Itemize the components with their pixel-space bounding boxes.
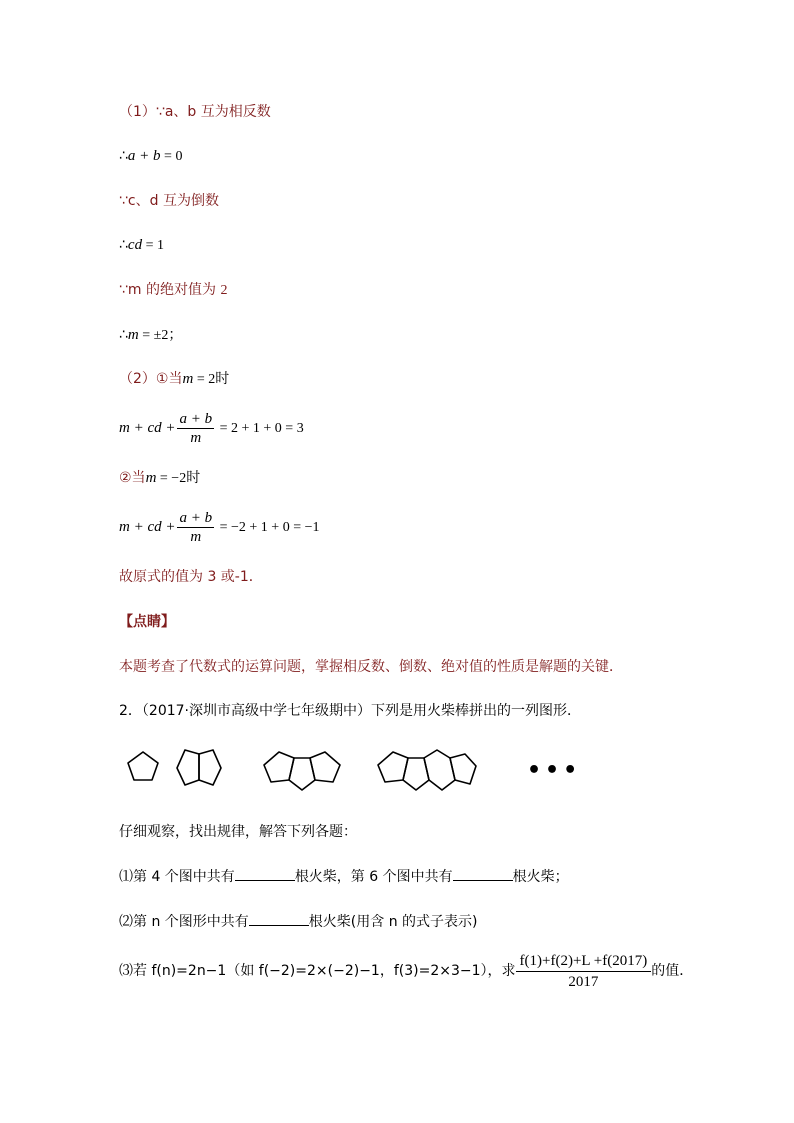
therefore-symbol: ∴ xyxy=(119,327,128,343)
eq-right: = −2 + 1 + 0 = −1 xyxy=(216,520,320,535)
answer-blank[interactable] xyxy=(453,866,513,881)
question-2-title xyxy=(119,701,581,721)
case-2-header xyxy=(119,468,200,489)
fraction xyxy=(177,509,214,546)
fraction-numerator: f(1)+f(2)+L +f(2017) xyxy=(516,951,652,972)
sub-q-text: ⑵第 n 个图形中共有 xyxy=(119,914,249,930)
case-label: ②当 xyxy=(119,470,146,486)
step-3 xyxy=(119,191,219,211)
step-2 xyxy=(119,146,182,167)
matchstick-figures xyxy=(119,738,509,800)
step-value: 2 xyxy=(220,283,228,298)
math-rest: = 1 xyxy=(142,238,164,253)
sub-q-text: ⑶若 f(n)=2n−1（如 f(−2)=2×(−2)−1，f(3)=2×3−1），求 xyxy=(119,963,516,979)
case-label: （2）①当 xyxy=(119,371,183,387)
math-rest: = ±2； xyxy=(138,328,183,343)
fraction-denominator: 2017 xyxy=(568,973,599,990)
comment-title xyxy=(119,612,175,632)
equation-2 xyxy=(119,507,319,548)
sub-q-text: 根火柴； xyxy=(512,869,569,885)
step-text: ∵c、d 互为倒数 xyxy=(119,193,219,209)
therefore-symbol: ∴ xyxy=(119,148,128,164)
therefore-symbol: ∴ xyxy=(119,237,128,253)
comment-body: 本题考查了代数式的运算问题，掌握相反数、倒数、绝对值的性质是解题的关键． xyxy=(119,659,623,675)
math-expr: a + b xyxy=(127,148,161,164)
fraction-numerator: a + b xyxy=(179,509,213,526)
figure-4-pentagon-c xyxy=(424,750,455,790)
fraction-denominator: m xyxy=(190,429,202,446)
figure-2-pentagon-a xyxy=(177,750,199,785)
instruction xyxy=(119,822,357,842)
fraction xyxy=(177,410,214,447)
sub-q-text: ⑴第 4 个图中共有 xyxy=(119,869,235,885)
step-6 xyxy=(119,325,182,346)
figure-1-pentagon xyxy=(128,752,158,780)
fraction xyxy=(516,951,652,992)
sub-question-2 xyxy=(119,911,477,932)
eq-right: = 2 + 1 + 0 = 3 xyxy=(216,421,304,436)
eq-left: m + cd + xyxy=(119,420,176,436)
sub-q-text: 的值． xyxy=(651,963,694,979)
answer-blank[interactable] xyxy=(235,866,295,881)
math-var: m xyxy=(145,470,157,486)
fraction-numerator: a + b xyxy=(179,410,213,427)
math-var: m xyxy=(182,371,194,387)
eq-left: m + cd + xyxy=(119,519,176,535)
fraction-denominator: m xyxy=(190,528,202,545)
sub-question-3 xyxy=(119,950,693,992)
comment-text xyxy=(119,657,623,677)
math-expr: m xyxy=(127,327,139,343)
math-rest: = 2时 xyxy=(193,372,230,387)
conclusion-text: 故原式的值为 3 或-1． xyxy=(119,569,263,585)
step-5 xyxy=(119,280,227,301)
math-rest: = −2时 xyxy=(156,471,201,486)
dots-text: ••• xyxy=(527,758,582,783)
step-4 xyxy=(119,235,164,256)
sub-q-text: 根火柴，第 6 个图中共有 xyxy=(294,869,453,885)
conclusion xyxy=(119,567,263,587)
sub-q-text: 根火柴(用含 n 的式子表示) xyxy=(308,914,478,930)
step-text: ∵m 的绝对值为 xyxy=(119,282,221,298)
comment-title-text: 【点睛】 xyxy=(119,614,175,630)
math-expr: cd xyxy=(127,237,143,253)
equation-1 xyxy=(119,408,304,449)
figure-4-pentagon-d xyxy=(450,754,476,784)
figure-3-pentagon-c xyxy=(310,752,340,782)
instruction-text: 仔细观察，找出规律，解答下列各题： xyxy=(119,824,357,840)
answer-blank[interactable] xyxy=(249,911,309,926)
question-title: 2．（2017·深圳市高级中学七年级期中）下列是用火柴棒拼出的一列图形． xyxy=(119,703,581,719)
sub-question-1 xyxy=(119,866,569,887)
case-1-header xyxy=(119,369,229,390)
step-text: （1）∵a、b 互为相反数 xyxy=(119,104,271,120)
math-rest: = 0 xyxy=(160,149,183,164)
figure-2-pentagon-b xyxy=(199,750,221,785)
ellipsis-dots xyxy=(527,758,581,783)
step-1-premise xyxy=(119,102,271,122)
